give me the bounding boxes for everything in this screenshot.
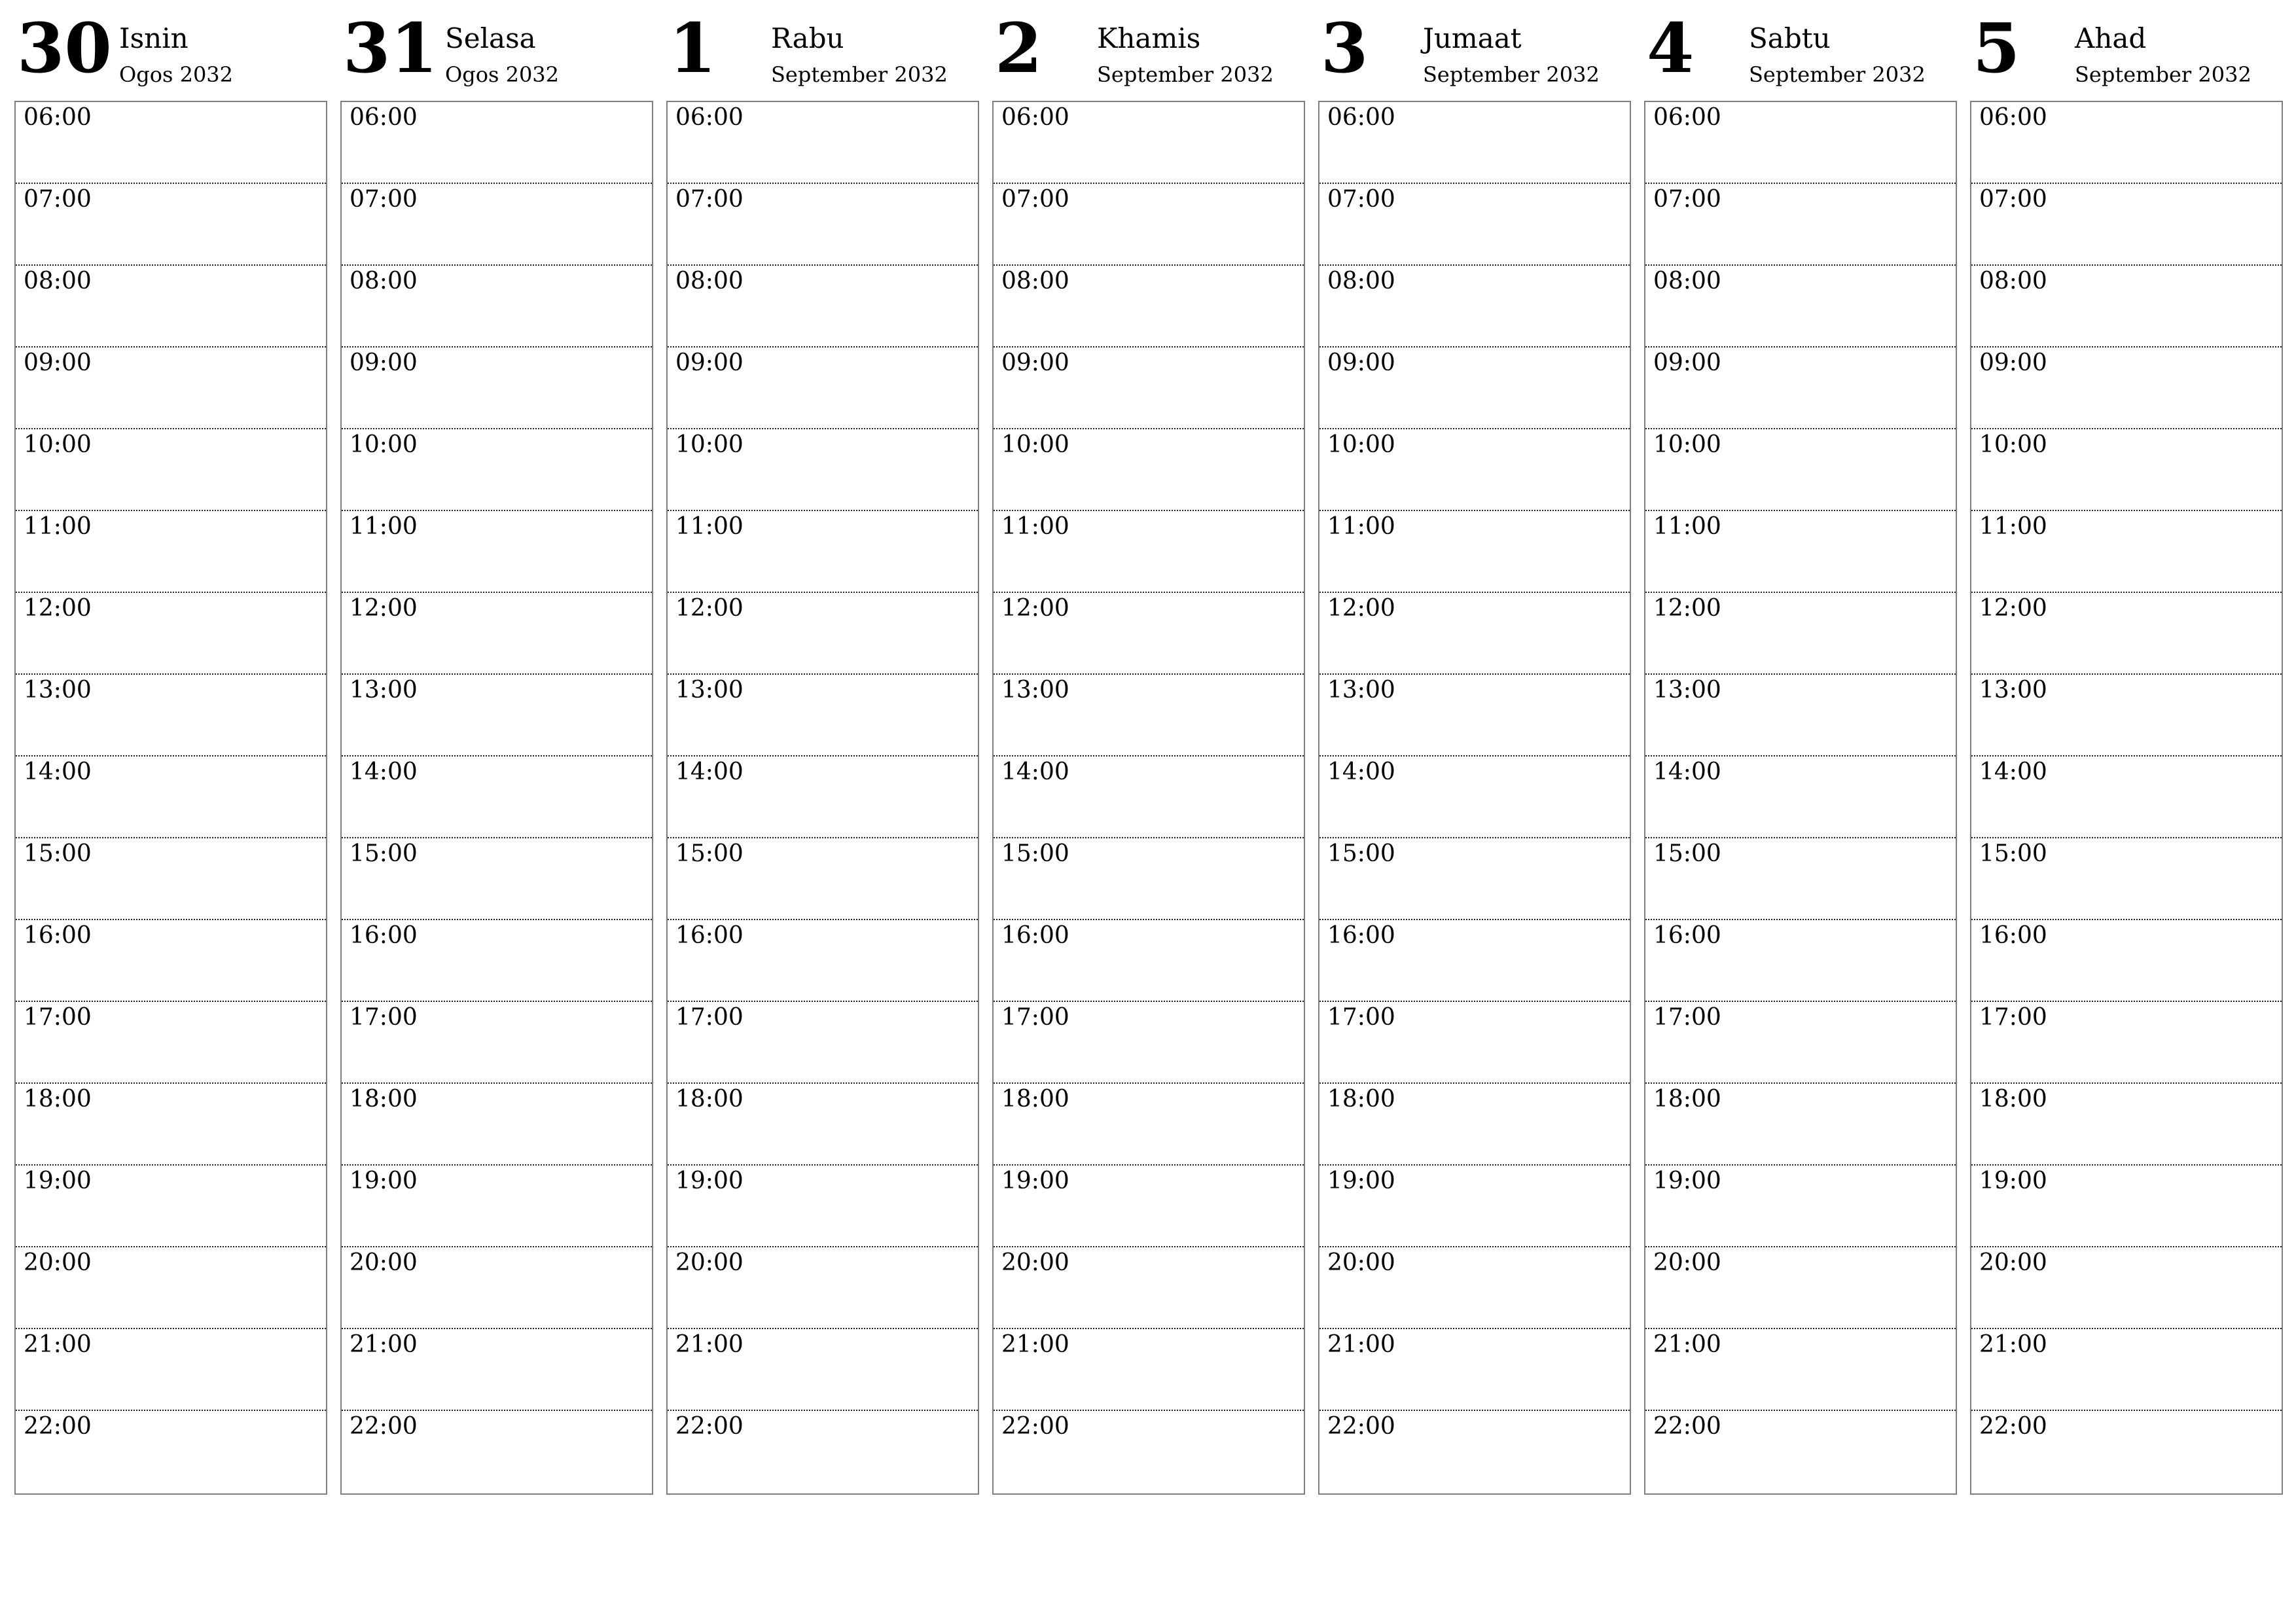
time-slot[interactable]	[342, 920, 652, 1002]
time-slot[interactable]	[994, 838, 1304, 920]
time-slot[interactable]	[668, 1247, 978, 1329]
time-label: 08:00	[1327, 268, 1395, 294]
time-slot[interactable]	[1645, 1329, 1956, 1411]
time-slot[interactable]	[668, 1329, 978, 1411]
time-slot[interactable]	[16, 429, 326, 511]
time-slot[interactable]	[668, 593, 978, 675]
time-label: 21:00	[1327, 1331, 1395, 1358]
time-label: 18:00	[675, 1086, 744, 1113]
time-slot[interactable]	[342, 675, 652, 757]
time-label: 11:00	[24, 513, 92, 540]
month-year: Ogos 2032	[119, 62, 234, 87]
day-name: Ahad	[2075, 22, 2147, 54]
time-slot[interactable]	[994, 593, 1304, 675]
time-slot[interactable]	[994, 266, 1304, 348]
time-label: 17:00	[24, 1004, 92, 1031]
time-slot[interactable]	[1645, 1411, 1956, 1493]
time-slot[interactable]	[1971, 593, 2282, 675]
time-slot[interactable]	[16, 184, 326, 266]
time-slot[interactable]	[1971, 920, 2282, 1002]
time-slot[interactable]	[994, 1411, 1304, 1493]
time-slot[interactable]	[1645, 102, 1956, 184]
month-year: September 2032	[1749, 62, 1926, 87]
time-slot[interactable]	[1645, 1002, 1956, 1084]
time-label: 11:00	[1001, 513, 1069, 540]
time-slot[interactable]	[1319, 1084, 1630, 1166]
time-slot[interactable]	[994, 102, 1304, 184]
time-label: 08:00	[350, 268, 418, 294]
time-label: 11:00	[1979, 513, 2047, 540]
time-label: 18:00	[24, 1086, 92, 1113]
day-name: Jumaat	[1423, 22, 1522, 54]
day-number: 31	[343, 8, 438, 88]
time-label: 22:00	[1979, 1413, 2047, 1440]
time-slot[interactable]	[1971, 348, 2282, 429]
time-label: 19:00	[350, 1168, 418, 1194]
time-label: 14:00	[1979, 758, 2047, 785]
time-label: 13:00	[1979, 677, 2047, 704]
time-slot[interactable]	[342, 429, 652, 511]
time-slot[interactable]	[1645, 838, 1956, 920]
time-label: 21:00	[350, 1331, 418, 1358]
time-slot[interactable]	[994, 1247, 1304, 1329]
time-label: 09:00	[675, 349, 744, 376]
time-slot[interactable]	[1319, 1411, 1630, 1493]
time-slot[interactable]	[1645, 266, 1956, 348]
time-slot[interactable]	[1319, 838, 1630, 920]
time-label: 16:00	[1979, 922, 2047, 949]
time-label: 20:00	[24, 1249, 92, 1276]
time-slot[interactable]	[1645, 1247, 1956, 1329]
month-year: September 2032	[2075, 62, 2251, 87]
time-slot[interactable]	[668, 838, 978, 920]
day-number: 1	[669, 8, 717, 88]
time-slot[interactable]	[1971, 511, 2282, 593]
time-slot[interactable]	[994, 184, 1304, 266]
time-label: 20:00	[1327, 1249, 1395, 1276]
time-label: 17:00	[350, 1004, 418, 1031]
time-label: 19:00	[1979, 1168, 2047, 1194]
time-label: 20:00	[675, 1249, 744, 1276]
month-year: September 2032	[1423, 62, 1600, 87]
time-label: 20:00	[350, 1249, 418, 1276]
time-label: 07:00	[24, 186, 92, 213]
time-label: 15:00	[1001, 840, 1069, 867]
time-label: 16:00	[1653, 922, 1721, 949]
time-label: 10:00	[675, 431, 744, 458]
time-slot[interactable]	[1971, 429, 2282, 511]
day-header	[666, 0, 979, 98]
time-label: 13:00	[1327, 677, 1395, 704]
time-slot[interactable]	[1645, 593, 1956, 675]
time-label: 17:00	[675, 1004, 744, 1031]
time-slot[interactable]	[994, 429, 1304, 511]
time-label: 07:00	[1001, 186, 1069, 213]
time-slot[interactable]	[342, 1329, 652, 1411]
time-label: 06:00	[675, 104, 744, 131]
time-slot[interactable]	[1645, 1166, 1956, 1247]
time-label: 06:00	[1327, 104, 1395, 131]
time-label: 11:00	[350, 513, 418, 540]
time-label: 07:00	[1979, 186, 2047, 213]
time-slot[interactable]	[1645, 184, 1956, 266]
time-label: 10:00	[1327, 431, 1395, 458]
day-number: 5	[1973, 8, 2020, 88]
time-label: 15:00	[675, 840, 744, 867]
time-label: 12:00	[24, 595, 92, 622]
time-label: 10:00	[1979, 431, 2047, 458]
time-label: 22:00	[24, 1413, 92, 1440]
day-name: Sabtu	[1749, 22, 1831, 54]
time-label: 15:00	[24, 840, 92, 867]
month-year: September 2032	[771, 62, 948, 87]
time-grid	[1644, 101, 1957, 1495]
time-grid	[1970, 101, 2283, 1495]
time-slot[interactable]	[994, 757, 1304, 838]
time-label: 16:00	[350, 922, 418, 949]
time-slot[interactable]	[1319, 429, 1630, 511]
time-slot[interactable]	[994, 1166, 1304, 1247]
time-slot[interactable]	[1971, 266, 2282, 348]
time-label: 12:00	[1979, 595, 2047, 622]
time-slot[interactable]	[668, 920, 978, 1002]
time-label: 22:00	[675, 1413, 744, 1440]
time-slot[interactable]	[16, 1329, 326, 1411]
time-slot[interactable]	[1645, 511, 1956, 593]
time-label: 15:00	[1653, 840, 1721, 867]
time-label: 19:00	[1327, 1168, 1395, 1194]
time-slot[interactable]	[16, 920, 326, 1002]
day-header	[14, 0, 327, 98]
time-slot[interactable]	[994, 511, 1304, 593]
time-label: 18:00	[1653, 1086, 1721, 1113]
time-label: 16:00	[24, 922, 92, 949]
time-label: 07:00	[675, 186, 744, 213]
time-slot[interactable]	[1971, 675, 2282, 757]
time-label: 22:00	[1001, 1413, 1069, 1440]
time-label: 19:00	[24, 1168, 92, 1194]
time-grid	[666, 101, 979, 1495]
time-slot[interactable]	[668, 757, 978, 838]
time-grid	[992, 101, 1305, 1495]
time-slot[interactable]	[342, 1411, 652, 1493]
time-label: 22:00	[1327, 1413, 1395, 1440]
time-slot[interactable]	[1319, 757, 1630, 838]
time-label: 06:00	[1653, 104, 1721, 131]
day-number: 3	[1321, 8, 1369, 88]
day-number: 30	[17, 8, 112, 88]
time-label: 12:00	[1001, 595, 1069, 622]
time-label: 15:00	[1327, 840, 1395, 867]
time-slot[interactable]	[342, 266, 652, 348]
time-slot[interactable]	[1971, 757, 2282, 838]
time-slot[interactable]	[16, 1002, 326, 1084]
time-slot[interactable]	[1971, 184, 2282, 266]
time-label: 09:00	[1327, 349, 1395, 376]
time-slot[interactable]	[1971, 1329, 2282, 1411]
time-slot[interactable]	[1319, 1329, 1630, 1411]
time-slot[interactable]	[16, 511, 326, 593]
time-slot[interactable]	[1319, 511, 1630, 593]
time-slot[interactable]	[342, 757, 652, 838]
time-slot[interactable]	[1319, 675, 1630, 757]
time-slot[interactable]	[1971, 1247, 2282, 1329]
time-label: 21:00	[675, 1331, 744, 1358]
time-slot[interactable]	[16, 102, 326, 184]
time-label: 11:00	[1327, 513, 1395, 540]
time-slot[interactable]	[1971, 1084, 2282, 1166]
time-label: 12:00	[1327, 595, 1395, 622]
time-grid	[1318, 101, 1631, 1495]
day-header	[340, 0, 653, 98]
day-name: Rabu	[771, 22, 844, 54]
time-slot[interactable]	[1319, 266, 1630, 348]
time-slot[interactable]	[1971, 1002, 2282, 1084]
time-slot[interactable]	[1319, 593, 1630, 675]
month-year: Ogos 2032	[445, 62, 560, 87]
time-label: 18:00	[1001, 1086, 1069, 1113]
time-label: 17:00	[1001, 1004, 1069, 1031]
time-label: 10:00	[24, 431, 92, 458]
time-slot[interactable]	[1645, 1084, 1956, 1166]
time-label: 09:00	[1979, 349, 2047, 376]
time-slot[interactable]	[1319, 1247, 1630, 1329]
time-slot[interactable]	[994, 675, 1304, 757]
time-grid	[14, 101, 327, 1495]
time-slot[interactable]	[1319, 184, 1630, 266]
day-name: Selasa	[445, 22, 536, 54]
time-label: 21:00	[1001, 1331, 1069, 1358]
time-slot[interactable]	[994, 1002, 1304, 1084]
day-header	[1318, 0, 1631, 98]
time-label: 11:00	[675, 513, 744, 540]
time-grid	[340, 101, 653, 1495]
time-slot[interactable]	[342, 184, 652, 266]
time-label: 09:00	[1001, 349, 1069, 376]
time-slot[interactable]	[668, 1411, 978, 1493]
time-label: 19:00	[1653, 1168, 1721, 1194]
time-slot[interactable]	[342, 511, 652, 593]
time-label: 13:00	[24, 677, 92, 704]
day-header	[992, 0, 1305, 98]
time-label: 20:00	[1001, 1249, 1069, 1276]
time-label: 14:00	[675, 758, 744, 785]
time-slot[interactable]	[1319, 1166, 1630, 1247]
time-label: 19:00	[675, 1168, 744, 1194]
time-label: 21:00	[24, 1331, 92, 1358]
time-slot[interactable]	[1319, 920, 1630, 1002]
time-slot[interactable]	[668, 511, 978, 593]
time-label: 20:00	[1653, 1249, 1721, 1276]
day-name: Isnin	[119, 22, 188, 54]
day-number: 4	[1647, 8, 1695, 88]
time-label: 16:00	[1001, 922, 1069, 949]
time-label: 13:00	[350, 677, 418, 704]
time-label: 15:00	[350, 840, 418, 867]
time-label: 08:00	[1979, 268, 2047, 294]
time-label: 17:00	[1979, 1004, 2047, 1031]
time-slot[interactable]	[16, 1084, 326, 1166]
time-label: 21:00	[1979, 1331, 2047, 1358]
time-slot[interactable]	[16, 348, 326, 429]
time-label: 10:00	[1653, 431, 1721, 458]
time-slot[interactable]	[1319, 102, 1630, 184]
time-slot[interactable]	[994, 1329, 1304, 1411]
time-slot[interactable]	[16, 1166, 326, 1247]
time-slot[interactable]	[342, 1247, 652, 1329]
time-label: 15:00	[1979, 840, 2047, 867]
time-label: 14:00	[1653, 758, 1721, 785]
time-label: 14:00	[24, 758, 92, 785]
day-header	[1644, 0, 1957, 98]
time-label: 08:00	[675, 268, 744, 294]
time-label: 14:00	[350, 758, 418, 785]
time-slot[interactable]	[1645, 429, 1956, 511]
time-label: 07:00	[350, 186, 418, 213]
time-label: 14:00	[1327, 758, 1395, 785]
time-slot[interactable]	[1319, 348, 1630, 429]
time-slot[interactable]	[342, 1084, 652, 1166]
time-slot[interactable]	[994, 1084, 1304, 1166]
time-label: 21:00	[1653, 1331, 1721, 1358]
time-label: 14:00	[1001, 758, 1069, 785]
time-label: 08:00	[24, 268, 92, 294]
time-label: 11:00	[1653, 513, 1721, 540]
time-slot[interactable]	[342, 593, 652, 675]
month-year: September 2032	[1097, 62, 1274, 87]
day-number: 2	[995, 8, 1043, 88]
time-slot[interactable]	[16, 593, 326, 675]
time-label: 22:00	[350, 1413, 418, 1440]
time-slot[interactable]	[16, 675, 326, 757]
time-slot[interactable]	[668, 184, 978, 266]
time-slot[interactable]	[342, 1166, 652, 1247]
time-slot[interactable]	[668, 1166, 978, 1247]
time-slot[interactable]	[668, 102, 978, 184]
time-slot[interactable]	[342, 838, 652, 920]
time-label: 09:00	[24, 349, 92, 376]
time-label: 06:00	[1001, 104, 1069, 131]
time-slot[interactable]	[994, 920, 1304, 1002]
day-header	[1970, 0, 2283, 98]
time-slot[interactable]	[1971, 102, 2282, 184]
time-label: 10:00	[350, 431, 418, 458]
time-label: 17:00	[1653, 1004, 1721, 1031]
day-name: Khamis	[1097, 22, 1201, 54]
time-label: 09:00	[350, 349, 418, 376]
time-slot[interactable]	[668, 266, 978, 348]
time-label: 08:00	[1653, 268, 1721, 294]
time-label: 16:00	[1327, 922, 1395, 949]
time-label: 19:00	[1001, 1168, 1069, 1194]
time-label: 10:00	[1001, 431, 1069, 458]
time-slot[interactable]	[16, 838, 326, 920]
time-slot[interactable]	[668, 1002, 978, 1084]
time-slot[interactable]	[1645, 675, 1956, 757]
time-label: 12:00	[350, 595, 418, 622]
time-slot[interactable]	[16, 1247, 326, 1329]
time-label: 18:00	[350, 1086, 418, 1113]
time-label: 07:00	[1653, 186, 1721, 213]
time-label: 20:00	[1979, 1249, 2047, 1276]
time-label: 06:00	[350, 104, 418, 131]
time-slot[interactable]	[1319, 1002, 1630, 1084]
time-slot[interactable]	[1645, 348, 1956, 429]
time-label: 12:00	[1653, 595, 1721, 622]
time-slot[interactable]	[16, 266, 326, 348]
time-label: 16:00	[675, 922, 744, 949]
time-slot[interactable]	[342, 1002, 652, 1084]
time-slot[interactable]	[668, 1084, 978, 1166]
time-label: 08:00	[1001, 268, 1069, 294]
time-label: 22:00	[1653, 1413, 1721, 1440]
time-slot[interactable]	[342, 348, 652, 429]
time-label: 09:00	[1653, 349, 1721, 376]
time-label: 07:00	[1327, 186, 1395, 213]
time-label: 18:00	[1979, 1086, 2047, 1113]
time-slot[interactable]	[1971, 838, 2282, 920]
time-slot[interactable]	[16, 1411, 326, 1493]
time-label: 13:00	[1653, 677, 1721, 704]
time-label: 17:00	[1327, 1004, 1395, 1031]
time-slot[interactable]	[668, 429, 978, 511]
time-slot[interactable]	[342, 102, 652, 184]
time-slot[interactable]	[668, 675, 978, 757]
time-label: 06:00	[1979, 104, 2047, 131]
time-slot[interactable]	[1971, 1411, 2282, 1493]
time-label: 12:00	[675, 595, 744, 622]
time-slot[interactable]	[16, 757, 326, 838]
time-slot[interactable]	[668, 348, 978, 429]
time-slot[interactable]	[1645, 920, 1956, 1002]
time-label: 13:00	[1001, 677, 1069, 704]
time-slot[interactable]	[1971, 1166, 2282, 1247]
time-label: 13:00	[675, 677, 744, 704]
time-slot[interactable]	[1645, 757, 1956, 838]
time-label: 18:00	[1327, 1086, 1395, 1113]
time-label: 06:00	[24, 104, 92, 131]
time-slot[interactable]	[994, 348, 1304, 429]
